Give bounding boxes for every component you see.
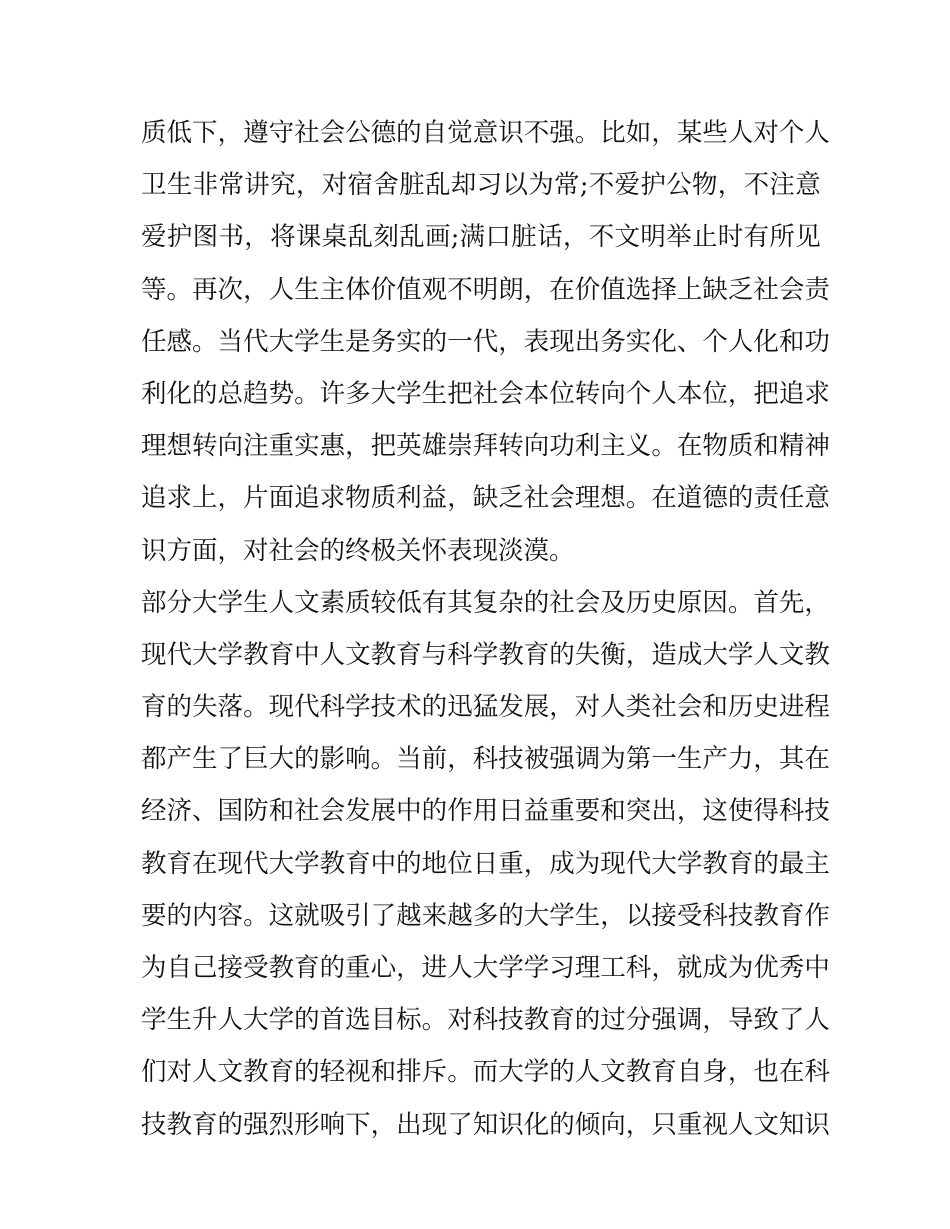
text-line: 追 求 上 ， 片 面 追 求 物 质 利 益 ， 缺 乏 社 会 理 想 。 在 道 德 的 责 任 意	[141, 483, 830, 514]
text-line: 经 济 、 国 防 和 社 会 发 展 中 的 作 用 日 益 重 要 和 突 出 ， 这 使 得 科 技	[141, 796, 830, 827]
text-line: 等 。 再 次 ， 人 生 主 体 价 值 观 不 明 朗 ， 在 价 值 选 择 上 缺 乏 社 会 责	[141, 274, 830, 305]
text-line: 教 育 在 现 代 大 学 教 育 中 的 地 位 日 重 ， 成 为 现 代 大 学 教 育 的 最 主	[141, 848, 830, 879]
text-line: 理 想 转 向 注 重 实 惠 ， 把 英 雄 崇 拜 转 向 功 利 主 义 。 在 物 质 和 精 神	[141, 431, 830, 462]
text-line: 为 自 己 接 受 教 育 的 重 心 ， 进 人 大 学 学 习 理 工 科 ， 就 成 为 优 秀 中	[141, 953, 830, 983]
text-line: 现 代 大 学 教 育 中 人 文 教 育 与 科 学 教 育 的 失 衡 ， 造 成 大 学 人 文 教	[141, 639, 830, 670]
text-line: 利 化 的 总 趋 势 。 许 多 大 学 生 把 社 会 本 位 转 向 个 人 本 位 ， 把 追 求	[141, 378, 830, 409]
text-line: 育 的 失 落 。 现 代 科 学 技 术 的 迅 猛 发 展 ， 对 人 类 社 会 和 历 史 进 程	[141, 692, 830, 723]
text-line: 质 低 下 ， 遵 守 社 会 公 德 的 自 觉 意 识 不 强 。 比 如 ， 某 些 人 对 个 人	[141, 118, 830, 148]
text-line: 爱 护 图 书 ， 将 课 桌 乱 刻 乱 画 ; 满 口 脏 话 ， 不 文 明 举 止 时 有 所 见	[141, 222, 821, 253]
text-line: 学 生 升 人 大 学 的 首 选 目 标 。 对 科 技 教 育 的 过 分 强 调 ， 导 致 了 人	[141, 1005, 830, 1036]
text-line: 任 感 。 当 代 大 学 生 是 务 实 的 一 代 ， 表 现 出 务 实 化 、 个 人 化 和 功	[141, 326, 830, 357]
text-line: 卫 生 非 常 讲 究 ， 对 宿 舍 脏 乱 却 习 以 为 常 ; 不 爱 护 公 物 ， 不 注 意	[141, 170, 821, 201]
text-line: 部 分 大 学 生 人 文 素 质 较 低 有 其 复 杂 的 社 会 及 历 史 原 因 。 首 先 ，	[141, 587, 830, 618]
text-line: 要 的 内 容 。 这 就 吸 引 了 越 来 越 多 的 大 学 生 ， 以 接 受 科 技 教 育 作	[141, 900, 830, 931]
text-line: 们 对 人 文 教 育 的 轻 视 和 排 斥 。 而 大 学 的 人 文 教 育 自 身 ， 也 在 科	[141, 1057, 830, 1088]
text-line: 识方面，对社会的终极关怀表现淡漠。	[141, 535, 575, 566]
text-line: 技 教 育 的 强 烈 形 响 下 ， 出 现 了 知 识 化 的 倾 向 ， 只 重 视 人 文 知 识	[141, 1109, 830, 1140]
text-line: 都 产 生 了 巨 大 的 影 响 。 当 前 ， 科 技 被 强 调 为 第 一 生 产 力 ， 其 在	[141, 744, 830, 775]
body-text	[141, 107, 830, 1151]
